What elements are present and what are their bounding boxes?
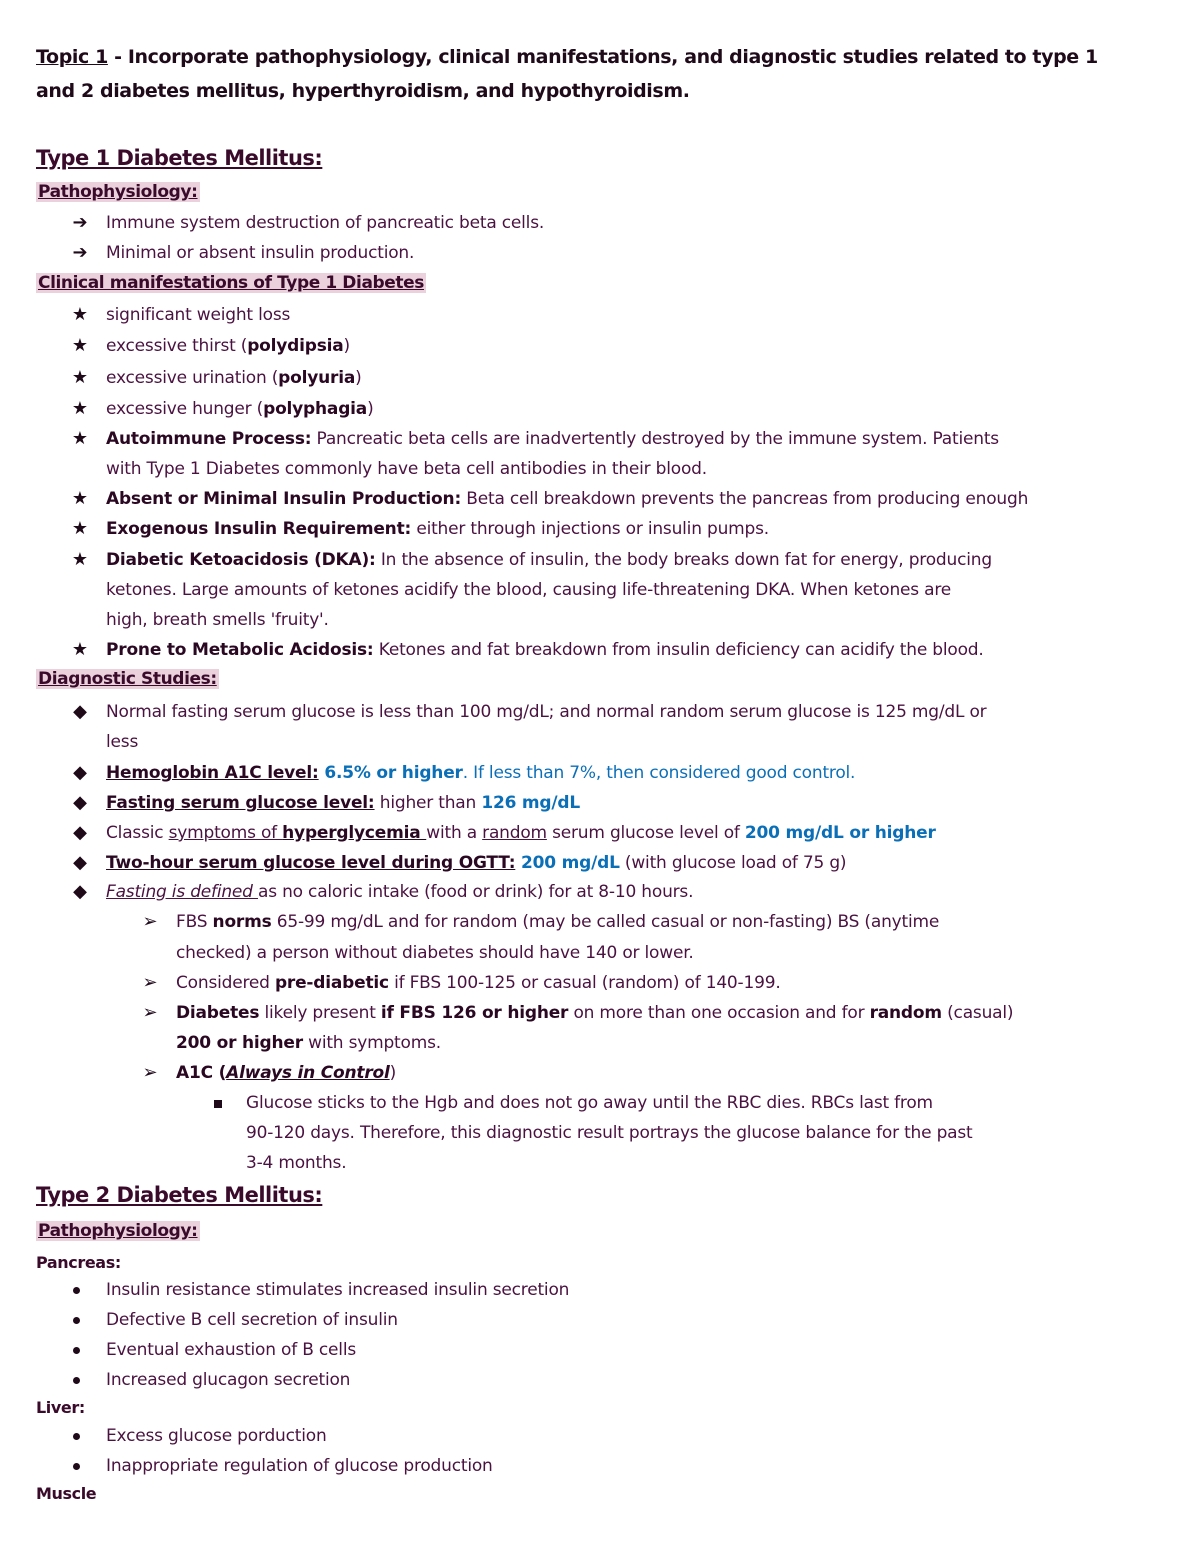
diag-item: Fasting serum glucose level: higher than 126 mg/dL <box>106 793 581 813</box>
clinical-item: excessive urination (polyuria) <box>106 368 362 388</box>
diamond-icon: ◆ <box>73 792 87 813</box>
diag-item: Classic symptoms of hyperglycemia with a random serum glucose level of 200 mg/dL or higher <box>106 823 936 843</box>
clinical-item: Exogenous Insulin Requirement: either through injections or insulin pumps. <box>106 519 769 539</box>
diag-subitem: Diabetes likely present if FBS 126 or higher on more than one occasion and for random (casual) <box>176 1003 1014 1023</box>
clinical-item: Diabetic Ketoacidosis (DKA): In the absence of insulin, the body breaks down fat for energy, producing <box>106 550 992 570</box>
topic-label: Topic 1 <box>36 46 108 68</box>
bullet-icon <box>73 1463 80 1470</box>
diamond-icon: ◆ <box>73 701 87 722</box>
muscle-label: Muscle <box>36 1484 97 1503</box>
bullet-icon <box>73 1287 80 1294</box>
topic-text-2: and 2 diabetes mellitus, hyperthyroidism, and hypothyroidism. <box>36 80 690 102</box>
star-icon: ★ <box>71 335 89 356</box>
diag-item: Hemoglobin A1C level: 6.5% or higher. If less than 7%, then considered good control. <box>106 763 856 783</box>
clinical-item: Absent or Minimal Insulin Production: Beta cell breakdown prevents the pancreas from producing enough <box>106 489 1029 509</box>
diag-item-cont: less <box>106 732 139 752</box>
diagnostic-heading: Diagnostic Studies: <box>38 669 217 689</box>
diamond-icon: ◆ <box>73 762 87 783</box>
star-icon: ★ <box>71 488 89 509</box>
star-icon: ★ <box>71 398 89 419</box>
arrow-icon: ➔ <box>72 212 88 233</box>
diag-subitem-cont: checked) a person without diabetes should have 140 or lower. <box>176 943 694 963</box>
star-icon: ★ <box>71 428 89 449</box>
arrowhead-icon: ➢ <box>142 911 158 932</box>
patho-item: Minimal or absent insulin production. <box>106 243 415 263</box>
diag-subitem-cont: 200 or higher with symptoms. <box>176 1033 441 1053</box>
diag-subitem: A1C (Always in Control) <box>176 1063 397 1083</box>
square-bullet-icon <box>214 1100 222 1108</box>
liver-item: Inappropriate regulation of glucose production <box>106 1456 493 1476</box>
diag-item: Two-hour serum glucose level during OGTT: 200 mg/dL (with glucose load of 75 g) <box>106 853 847 873</box>
liver-item: Excess glucose porduction <box>106 1426 327 1446</box>
clinical-heading: Clinical manifestations of Type 1 Diabetes <box>38 273 424 293</box>
bullet-icon <box>73 1317 80 1324</box>
arrowhead-icon: ➢ <box>142 1062 158 1083</box>
diamond-icon: ◆ <box>73 822 87 843</box>
diamond-icon: ◆ <box>73 852 87 873</box>
type2-title: Type 2 Diabetes Mellitus: <box>36 1183 323 1207</box>
star-icon: ★ <box>71 639 89 660</box>
patho-item: Immune system destruction of pancreatic beta cells. <box>106 213 545 233</box>
diag-item: Normal fasting serum glucose is less than 100 mg/dL; and normal random serum glucose is 125 mg/dL or <box>106 702 987 722</box>
arrowhead-icon: ➢ <box>142 1002 158 1023</box>
star-icon: ★ <box>71 518 89 539</box>
pancreas-item: Defective B cell secretion of insulin <box>106 1310 398 1330</box>
type1-title: Type 1 Diabetes Mellitus: <box>36 146 323 170</box>
diamond-icon: ◆ <box>73 881 87 902</box>
clinical-item: excessive hunger (polyphagia) <box>106 399 374 419</box>
diag-subitem: Considered pre-diabetic if FBS 100-125 or casual (random) of 140-199. <box>176 973 781 993</box>
star-icon: ★ <box>71 304 89 325</box>
arrow-icon: ➔ <box>72 242 88 263</box>
topic-text-1: - Incorporate pathophysiology, clinical manifestations, and diagnostic studies related to type 1 <box>107 46 1098 68</box>
clinical-item: Prone to Metabolic Acidosis: Ketones and fat breakdown from insulin deficiency can acidify the blood. <box>106 640 984 660</box>
pancreas-item: Insulin resistance stimulates increased insulin secretion <box>106 1280 570 1300</box>
clinical-item-cont: ketones. Large amounts of ketones acidify the blood, causing life-threatening DKA. When ketones are <box>106 580 952 600</box>
clinical-item: Autoimmune Process: Pancreatic beta cells are inadvertently destroyed by the immune system. Patients <box>106 429 999 449</box>
diag-subitem: FBS norms 65-99 mg/dL and for random (may be called casual or non-fasting) BS (anytime <box>176 912 940 932</box>
diag-subsubitem-cont: 3-4 months. <box>246 1153 347 1173</box>
bullet-icon <box>73 1347 80 1354</box>
bullet-icon <box>73 1377 80 1384</box>
clinical-item-cont: high, breath smells 'fruity'. <box>106 610 329 630</box>
star-icon: ★ <box>71 367 89 388</box>
bullet-icon <box>73 1433 80 1440</box>
pancreas-item: Eventual exhaustion of B cells <box>106 1340 356 1360</box>
clinical-item: significant weight loss <box>106 305 291 325</box>
diag-subsubitem: Glucose sticks to the Hgb and does not go away until the RBC dies. RBCs last from <box>246 1093 933 1113</box>
diag-subsubitem-cont: 90-120 days. Therefore, this diagnostic result portrays the glucose balance for the past <box>246 1123 973 1143</box>
pancreas-label: Pancreas: <box>36 1253 121 1272</box>
liver-label: Liver: <box>36 1398 85 1417</box>
star-icon: ★ <box>71 549 89 570</box>
diag-item: Fasting is defined as no caloric intake (food or drink) for at 8-10 hours. <box>106 882 694 902</box>
clinical-item-cont: with Type 1 Diabetes commonly have beta cell antibodies in their blood. <box>106 459 707 479</box>
clinical-item: excessive thirst (polydipsia) <box>106 336 350 356</box>
pancreas-item: Increased glucagon secretion <box>106 1370 351 1390</box>
type1-patho-heading: Pathophysiology: <box>38 182 198 202</box>
arrowhead-icon: ➢ <box>142 972 158 993</box>
topic-heading <box>36 40 1166 108</box>
type2-patho-heading: Pathophysiology: <box>38 1221 198 1241</box>
